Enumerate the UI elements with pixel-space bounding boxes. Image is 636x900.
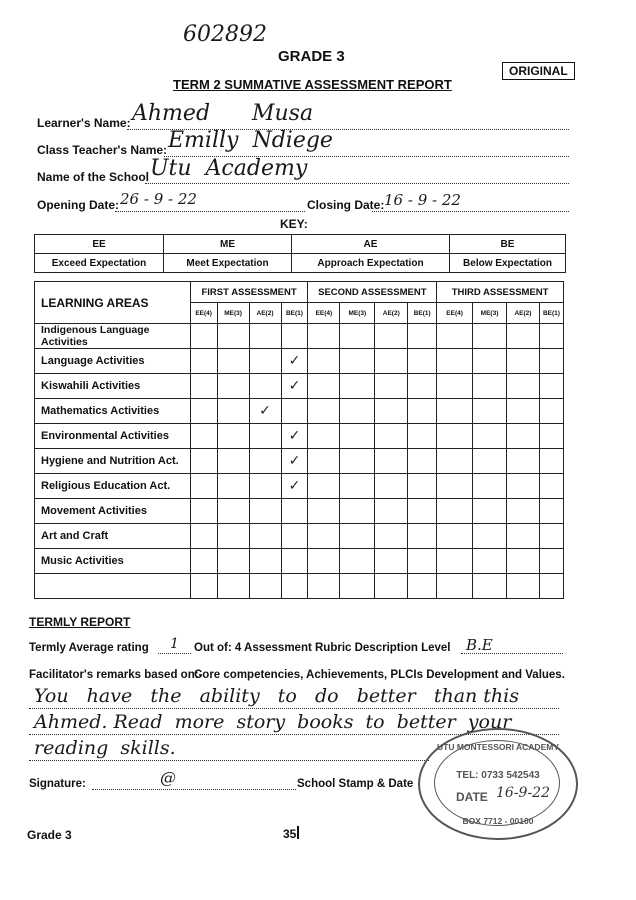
score-cell xyxy=(375,449,408,474)
score-cell xyxy=(340,424,375,449)
score-cell xyxy=(249,449,281,474)
score-cell xyxy=(506,574,539,599)
score-cell xyxy=(217,549,249,574)
score-cell xyxy=(437,424,473,449)
score-cell xyxy=(249,524,281,549)
score-cell xyxy=(437,449,473,474)
level-header: AE(2) xyxy=(506,303,539,324)
score-cell xyxy=(473,374,507,399)
score-cell xyxy=(506,474,539,499)
table-row xyxy=(35,549,564,574)
key-table xyxy=(34,234,566,273)
score-cell xyxy=(437,374,473,399)
score-cell xyxy=(437,324,473,349)
key-code: EE xyxy=(35,235,164,254)
stamp-date-label: DATE xyxy=(456,790,488,804)
score-cell xyxy=(437,524,473,549)
termly-heading: TERMLY REPORT xyxy=(29,615,131,629)
table-row xyxy=(35,399,564,424)
score-cell xyxy=(281,524,308,549)
score-cell xyxy=(473,499,507,524)
remark-text: You have the ability to do better than this xyxy=(34,685,520,707)
score-cell xyxy=(539,374,563,399)
teacher-name: Emilly Ndiege xyxy=(168,128,333,153)
score-cell xyxy=(190,574,217,599)
score-cell xyxy=(408,374,437,399)
score-cell xyxy=(308,324,340,349)
learning-area: Hygiene and Nutrition Act. xyxy=(35,449,191,474)
score-cell xyxy=(506,424,539,449)
score-cell xyxy=(281,424,308,449)
table-row xyxy=(35,349,564,374)
score-cell xyxy=(473,399,507,424)
score-cell xyxy=(308,474,340,499)
score-cell xyxy=(340,449,375,474)
score-cell xyxy=(308,449,340,474)
score-cell xyxy=(473,549,507,574)
closing-line xyxy=(372,211,569,212)
score-cell xyxy=(437,574,473,599)
score-cell xyxy=(506,499,539,524)
score-cell xyxy=(408,499,437,524)
level-header: ME(3) xyxy=(473,303,507,324)
score-cell xyxy=(539,524,563,549)
score-cell xyxy=(281,549,308,574)
score-cell xyxy=(217,374,249,399)
school-label: Name of the School xyxy=(37,170,150,184)
score-cell xyxy=(539,549,563,574)
rating-line xyxy=(158,653,191,654)
outof-text: Out of: 4 Assessment Rubric Description Level xyxy=(194,642,451,654)
score-cell xyxy=(190,399,217,424)
score-cell xyxy=(340,399,375,424)
score-cell xyxy=(340,524,375,549)
score-cell xyxy=(249,499,281,524)
score-cell xyxy=(473,449,507,474)
stamp-label: School Stamp & Date xyxy=(297,778,414,790)
level-header: ME(3) xyxy=(217,303,249,324)
score-cell xyxy=(190,349,217,374)
closing-date: 16 - 9 - 22 xyxy=(384,191,461,209)
grade-heading: GRADE 3 xyxy=(278,48,345,65)
stamp-name: UTU MONTESSORI ACADEMY xyxy=(437,742,559,752)
learning-area: Mathematics Activities xyxy=(35,399,191,424)
learning-area: Music Activities xyxy=(35,549,191,574)
signature-line xyxy=(92,789,296,790)
score-cell xyxy=(437,399,473,424)
serial-number: 602892 xyxy=(183,22,267,47)
stamp-inner-ring xyxy=(434,740,560,826)
score-cell xyxy=(408,549,437,574)
score-cell xyxy=(437,349,473,374)
learning-area: Movement Activities xyxy=(35,499,191,524)
score-cell xyxy=(190,324,217,349)
table-row xyxy=(35,574,564,599)
score-cell xyxy=(375,499,408,524)
score-cell xyxy=(408,449,437,474)
score-cell xyxy=(539,474,563,499)
table-row xyxy=(35,524,564,549)
score-cell xyxy=(408,424,437,449)
score-cell xyxy=(308,524,340,549)
score-cell xyxy=(217,524,249,549)
score-cell xyxy=(308,374,340,399)
score-cell xyxy=(190,499,217,524)
opening-date: 26 - 9 - 22 xyxy=(120,190,197,208)
tick-mark-icon: ✓ xyxy=(288,453,301,469)
remark-text: reading skills. xyxy=(34,737,176,759)
score-cell xyxy=(281,449,308,474)
score-cell xyxy=(539,574,563,599)
score-cell xyxy=(506,374,539,399)
level-value: B.E xyxy=(466,636,493,654)
page-bar xyxy=(297,826,299,839)
remark-text: Ahmed. Read more story books to better your xyxy=(34,711,512,733)
score-cell xyxy=(281,499,308,524)
learning-area xyxy=(35,574,191,599)
score-cell xyxy=(506,549,539,574)
score-cell xyxy=(375,549,408,574)
key-title: KEY: xyxy=(280,217,308,231)
score-cell xyxy=(281,474,308,499)
score-cell xyxy=(249,324,281,349)
signature: @ xyxy=(160,768,176,787)
tick-mark-icon: ✓ xyxy=(288,353,301,369)
learning-area: Environmental Activities xyxy=(35,424,191,449)
score-cell xyxy=(506,399,539,424)
opening-label: Opening Date: xyxy=(37,198,120,212)
score-cell xyxy=(281,399,308,424)
score-cell xyxy=(308,574,340,599)
key-meaning: Approach Expectation xyxy=(292,254,450,273)
period-header: THIRD ASSESSMENT xyxy=(437,282,564,303)
tick-mark-icon: ✓ xyxy=(288,478,301,494)
score-cell xyxy=(437,474,473,499)
score-cell xyxy=(539,399,563,424)
score-cell xyxy=(375,399,408,424)
stamp-box: BOX 7712 - 00100 xyxy=(462,816,534,826)
score-cell xyxy=(249,424,281,449)
score-cell xyxy=(308,549,340,574)
score-cell xyxy=(281,374,308,399)
report-title: TERM 2 SUMMATIVE ASSESSMENT REPORT xyxy=(173,77,452,92)
remark-line xyxy=(29,708,559,709)
score-cell xyxy=(340,374,375,399)
score-cell xyxy=(340,324,375,349)
score-cell xyxy=(308,349,340,374)
score-cell xyxy=(249,399,281,424)
score-cell xyxy=(506,449,539,474)
level-header: AE(2) xyxy=(249,303,281,324)
level-header: BE(1) xyxy=(408,303,437,324)
page-number: 35 xyxy=(283,827,297,841)
remarks-topics: Core competencies, Achievements, PLCIs Development and Values. xyxy=(194,669,565,681)
score-cell xyxy=(408,474,437,499)
score-cell xyxy=(217,424,249,449)
learning-area: Kiswahili Activities xyxy=(35,374,191,399)
closing-label: Closing Date: xyxy=(307,198,385,212)
score-cell xyxy=(375,474,408,499)
score-cell xyxy=(473,424,507,449)
learner-label: Learner's Name: xyxy=(37,116,131,130)
score-cell xyxy=(249,349,281,374)
score-cell xyxy=(340,349,375,374)
score-cell xyxy=(190,474,217,499)
stamp-tel: TEL: 0733 542543 xyxy=(456,770,540,781)
tick-mark-icon: ✓ xyxy=(288,428,301,444)
opening-line xyxy=(115,211,305,212)
score-cell xyxy=(217,324,249,349)
score-cell xyxy=(408,574,437,599)
table-row xyxy=(35,449,564,474)
score-cell xyxy=(473,324,507,349)
table-row xyxy=(35,374,564,399)
signature-label: Signature: xyxy=(29,778,86,790)
level-header: EE(4) xyxy=(437,303,473,324)
score-cell xyxy=(217,349,249,374)
score-cell xyxy=(308,499,340,524)
score-cell xyxy=(375,349,408,374)
score-cell xyxy=(375,424,408,449)
learning-area: Indigenous Language Activities xyxy=(35,324,191,349)
level-header: AE(2) xyxy=(375,303,408,324)
table-row xyxy=(35,324,564,349)
teacher-label: Class Teacher's Name: xyxy=(37,143,168,157)
score-cell xyxy=(437,549,473,574)
key-code: ME xyxy=(164,235,292,254)
score-cell xyxy=(473,349,507,374)
learning-areas-header: LEARNING AREAS xyxy=(35,282,191,324)
level-header: EE(4) xyxy=(190,303,217,324)
original-badge: ORIGINAL xyxy=(502,62,575,80)
remark-line xyxy=(29,760,429,761)
assessment-table xyxy=(34,281,564,599)
score-cell xyxy=(375,324,408,349)
score-cell xyxy=(249,549,281,574)
footer-grade: Grade 3 xyxy=(27,828,72,842)
period-header: FIRST ASSESSMENT xyxy=(190,282,308,303)
score-cell xyxy=(190,374,217,399)
score-cell xyxy=(340,574,375,599)
level-header: BE(1) xyxy=(281,303,308,324)
score-cell xyxy=(539,424,563,449)
score-cell xyxy=(408,349,437,374)
score-cell xyxy=(217,449,249,474)
school-stamp xyxy=(418,728,578,840)
score-cell xyxy=(308,399,340,424)
score-cell xyxy=(249,474,281,499)
score-cell xyxy=(340,549,375,574)
stamp-date: 16-9-22 xyxy=(496,785,550,801)
learner-name: Ahmed Musa xyxy=(132,101,314,126)
key-meaning: Below Expectation xyxy=(450,254,566,273)
score-cell xyxy=(249,374,281,399)
rating-value: 1 xyxy=(170,636,179,652)
score-cell xyxy=(539,449,563,474)
score-cell xyxy=(281,349,308,374)
remarks-label: Facilitator's remarks based on:- xyxy=(29,669,203,681)
score-cell xyxy=(539,499,563,524)
score-cell xyxy=(281,574,308,599)
score-cell xyxy=(375,574,408,599)
tick-mark-icon: ✓ xyxy=(259,403,271,419)
key-meaning: Exceed Expectation xyxy=(35,254,164,273)
score-cell xyxy=(408,324,437,349)
score-cell xyxy=(506,349,539,374)
score-cell xyxy=(217,474,249,499)
level-header: BE(1) xyxy=(539,303,563,324)
score-cell xyxy=(375,374,408,399)
table-row xyxy=(35,424,564,449)
school-line xyxy=(145,183,569,184)
score-cell xyxy=(408,399,437,424)
level-header: ME(3) xyxy=(340,303,375,324)
score-cell xyxy=(340,474,375,499)
score-cell xyxy=(473,574,507,599)
score-cell xyxy=(375,524,408,549)
score-cell xyxy=(190,524,217,549)
score-cell xyxy=(506,524,539,549)
score-cell xyxy=(217,499,249,524)
period-header: SECOND ASSESSMENT xyxy=(308,282,437,303)
score-cell xyxy=(506,324,539,349)
table-row xyxy=(35,474,564,499)
score-cell xyxy=(249,574,281,599)
school-name: Utu Academy xyxy=(150,156,308,181)
key-meaning: Meet Expectation xyxy=(164,254,292,273)
score-cell xyxy=(340,499,375,524)
score-cell xyxy=(473,524,507,549)
score-cell xyxy=(437,499,473,524)
score-cell xyxy=(217,574,249,599)
tick-mark-icon: ✓ xyxy=(288,378,301,394)
table-row xyxy=(35,499,564,524)
score-cell xyxy=(473,474,507,499)
key-code: BE xyxy=(450,235,566,254)
rating-label: Termly Average rating xyxy=(29,642,149,654)
score-cell xyxy=(308,424,340,449)
score-cell xyxy=(190,424,217,449)
level-header: EE(4) xyxy=(308,303,340,324)
score-cell xyxy=(190,449,217,474)
score-cell xyxy=(539,324,563,349)
score-cell xyxy=(190,549,217,574)
learning-area: Art and Craft xyxy=(35,524,191,549)
score-cell xyxy=(281,324,308,349)
score-cell xyxy=(217,399,249,424)
learning-area: Religious Education Act. xyxy=(35,474,191,499)
key-code: AE xyxy=(292,235,450,254)
learning-area: Language Activities xyxy=(35,349,191,374)
score-cell xyxy=(539,349,563,374)
score-cell xyxy=(408,524,437,549)
